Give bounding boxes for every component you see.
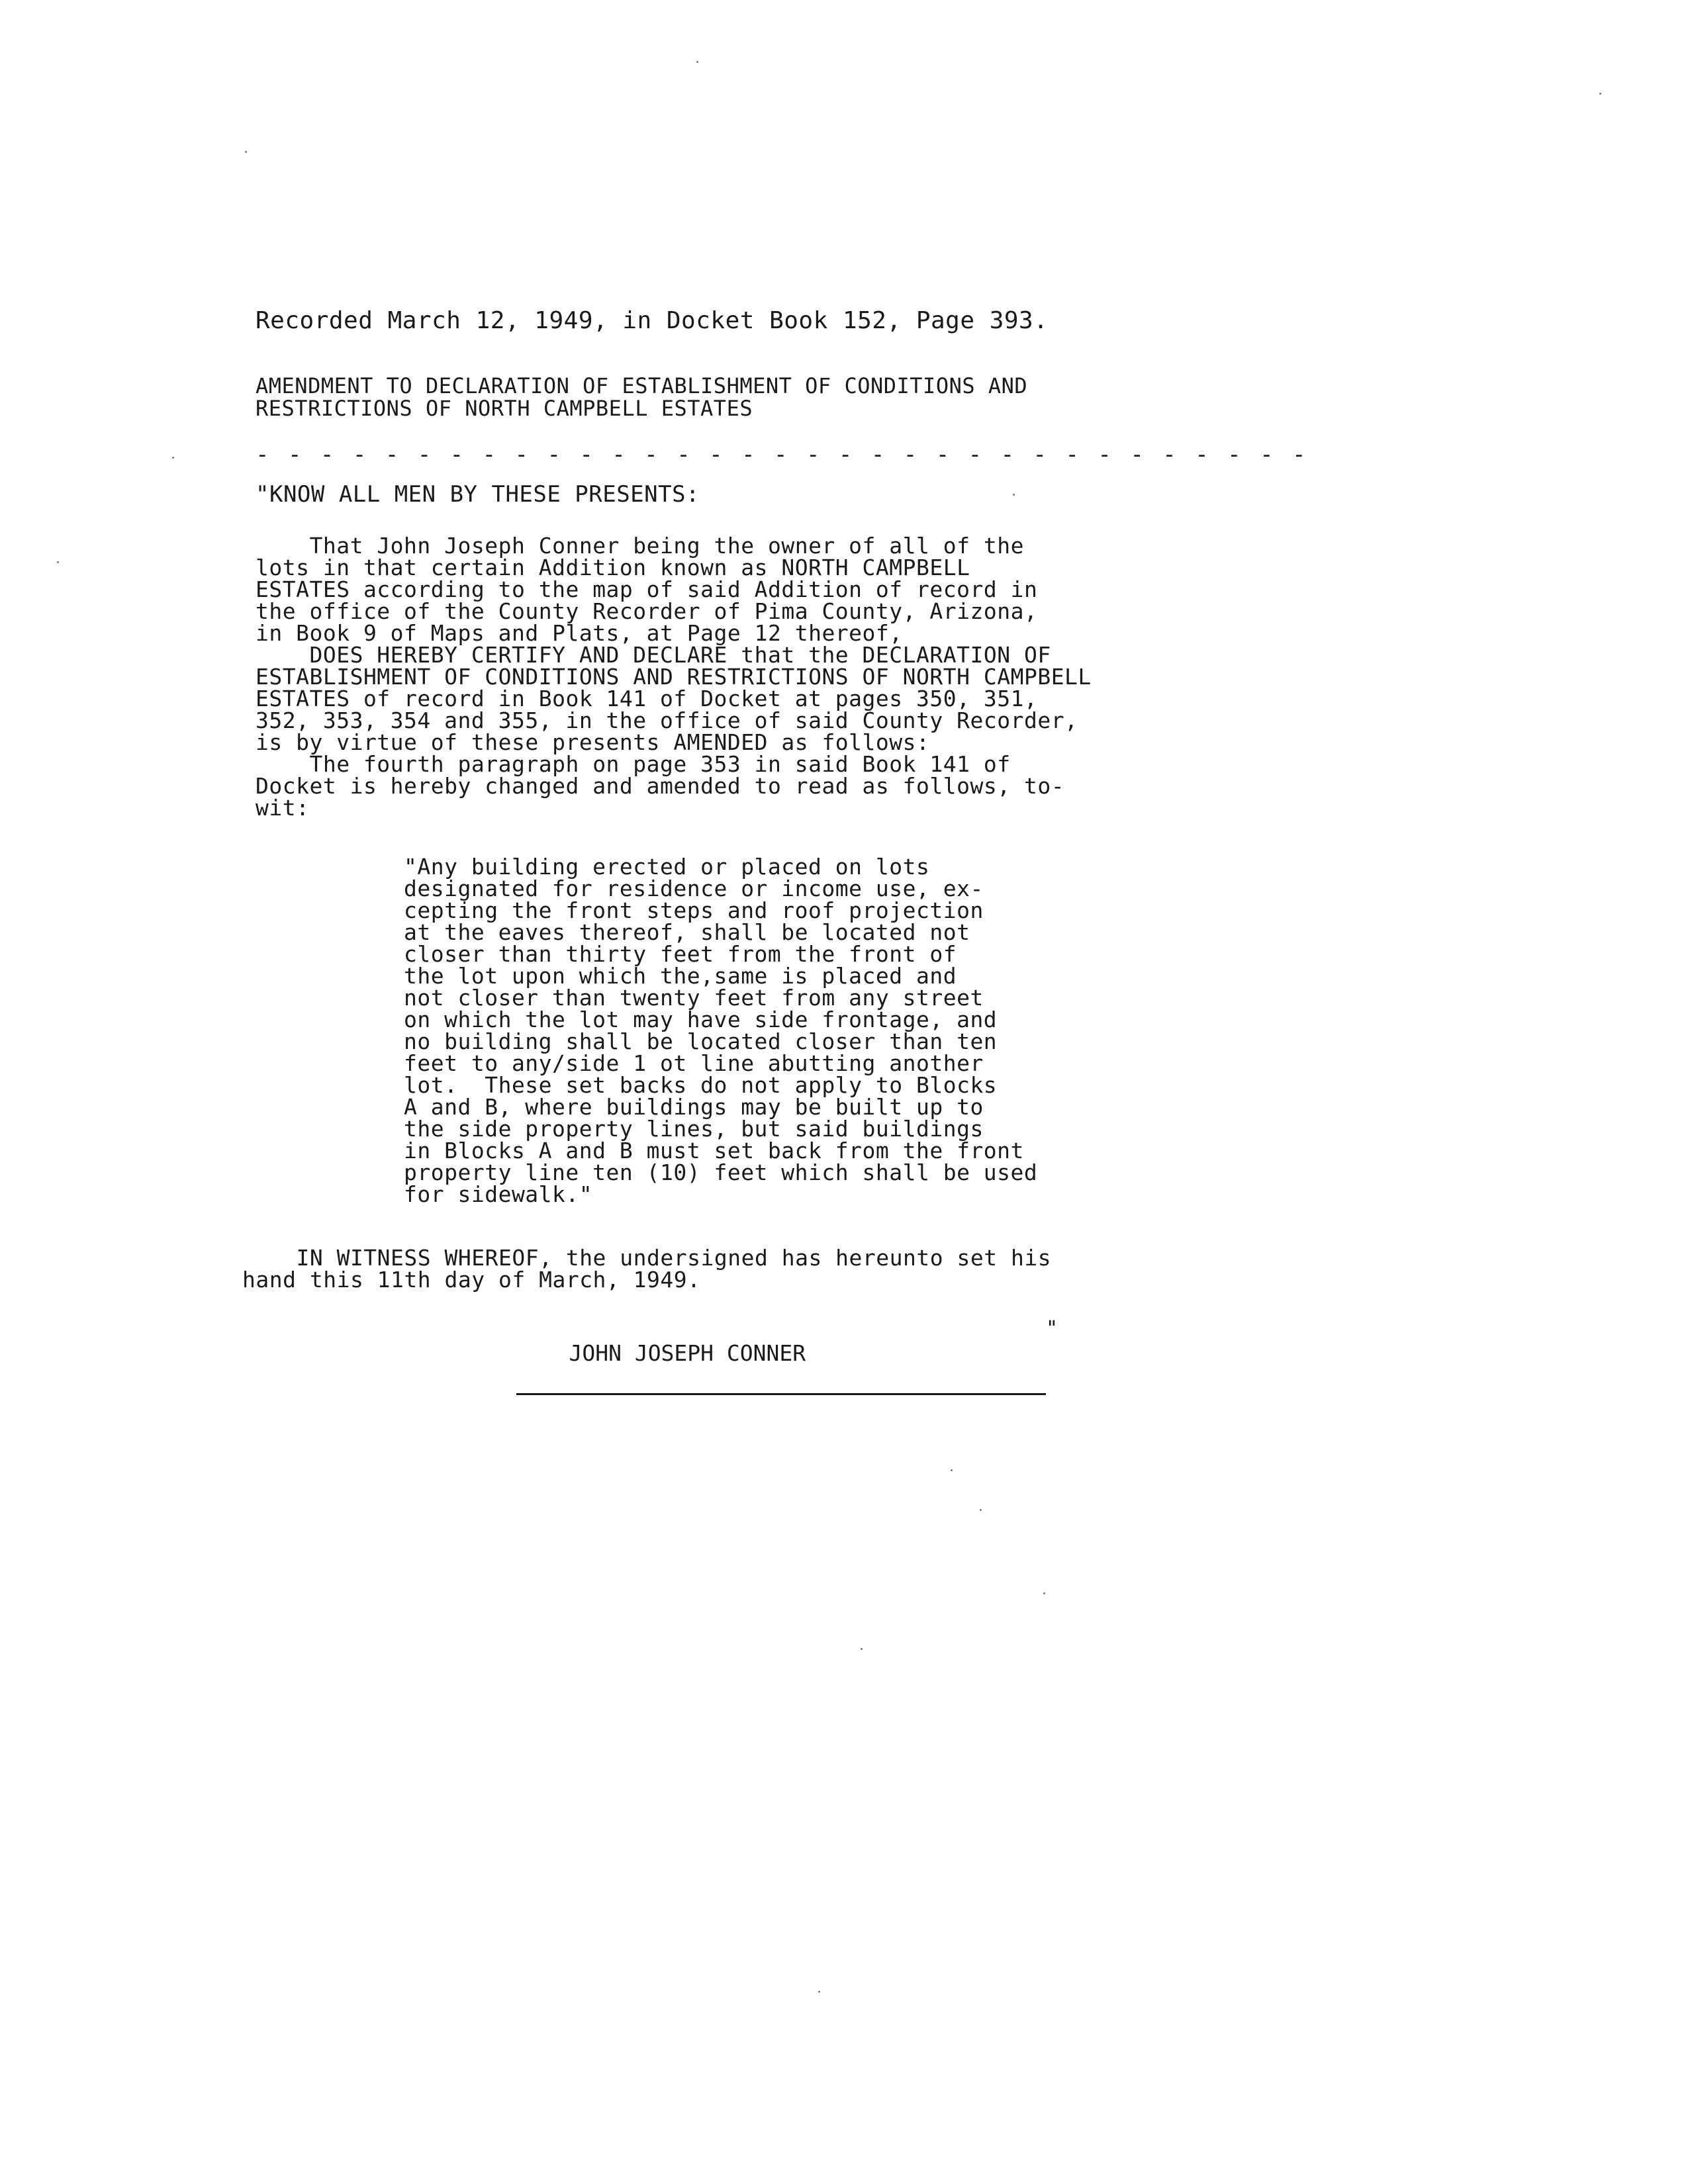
document-title-line-2: RESTRICTIONS OF NORTH CAMPBELL ESTATES [256, 396, 753, 421]
quote-line-10: feet to any/side 1 ot line abutting another [404, 1050, 984, 1076]
scan-speck [57, 561, 59, 563]
body-line-9: 352, 353, 354 and 355, in the office of said County Recorder, [256, 707, 1078, 733]
quote-line-7: not closer than twenty feet from any street [404, 985, 984, 1011]
quote-line-15: property line ten (10) feet which shall be used [404, 1160, 1038, 1185]
scan-speck [1599, 93, 1601, 95]
scan-speck [245, 151, 247, 153]
scan-speck [696, 61, 698, 63]
body-line-8: ESTATES of record in Book 141 of Docket at pages 350, 351, [256, 686, 1038, 711]
body-line-7: ESTABLISHMENT OF CONDITIONS AND RESTRICTIONS OF NORTH CAMPBELL [256, 664, 1092, 690]
scan-speck [172, 457, 174, 459]
body-line-3: ESTATES according to the map of said Addition of record in [256, 576, 1038, 602]
body-line-10: is by virtue of these presents AMENDED as follows: [256, 729, 930, 755]
quote-line-9: no building shall be located closer than ten [404, 1028, 998, 1054]
body-line-4: the office of the County Recorder of Pima County, Arizona, [256, 598, 1038, 624]
scan-speck [1013, 494, 1015, 496]
quote-line-1: "Any building erected or placed on lots [404, 854, 930, 880]
scan-speck [1043, 1592, 1045, 1594]
quote-line-8: on which the lot may have side frontage, and [404, 1007, 998, 1032]
quote-line-5: closer than thirty feet from the front of [404, 941, 957, 967]
body-line-1: That John Joseph Conner being the owner of all of the [256, 533, 1024, 559]
signature-name: JOHN JOSEPH CONNER [569, 1340, 806, 1366]
scan-speck [980, 1509, 982, 1511]
scan-speck [861, 1648, 863, 1650]
quote-line-3: cepting the front steps and roof projection [404, 897, 984, 923]
quote-line-16: for sidewalk." [404, 1181, 593, 1207]
body-line-12: Docket is hereby changed and amended to read as follows, to- [256, 773, 1065, 799]
quote-line-13: the side property lines, but said buildings [404, 1116, 984, 1142]
quote-line-4: at the eaves thereof, shall be located not [404, 919, 970, 945]
body-line-2: lots in that certain Addition known as NORTH CAMPBELL [256, 555, 970, 580]
recording-line: Recorded March 12, 1949, in Docket Book 152, Page 393. [256, 307, 1049, 334]
body-line-6: DOES HEREBY CERTIFY AND DECLARE that the DECLARATION OF [256, 642, 1051, 668]
salutation: "KNOW ALL MEN BY THESE PRESENTS: [256, 481, 700, 508]
document-title-line-1: AMENDMENT TO DECLARATION OF ESTABLISHMENT OF CONDITIONS AND [256, 373, 1028, 398]
closing-quote-mark: " [1046, 1317, 1058, 1340]
quote-line-6: the lot upon which the,same is placed and [404, 963, 957, 989]
quote-line-12: A and B, where buildings may be built up to [404, 1094, 984, 1120]
quote-line-14: in Blocks A and B must set back from the front [404, 1138, 1024, 1163]
dashed-separator: - - - - - - - - - - - - - - - - - - - - - - - - - - - - - - - - - [256, 441, 1309, 468]
body-line-11: The fourth paragraph on page 353 in said Book 141 of [256, 751, 1011, 777]
scan-speck [818, 1991, 820, 1993]
witness-line-1: IN WITNESS WHEREOF, the undersigned has hereunto set his [242, 1245, 1052, 1271]
witness-line-2: hand this 11th day of March, 1949. [242, 1267, 701, 1293]
scan-speck [951, 1469, 953, 1471]
body-line-5: in Book 9 of Maps and Plats, at Page 12 thereof, [256, 620, 903, 646]
quote-line-2: designated for residence or income use, ex- [404, 876, 984, 901]
body-line-13: wit: [256, 795, 310, 821]
signature-line [516, 1314, 1046, 1395]
quote-line-11: lot. These set backs do not apply to Blocks [404, 1072, 998, 1098]
